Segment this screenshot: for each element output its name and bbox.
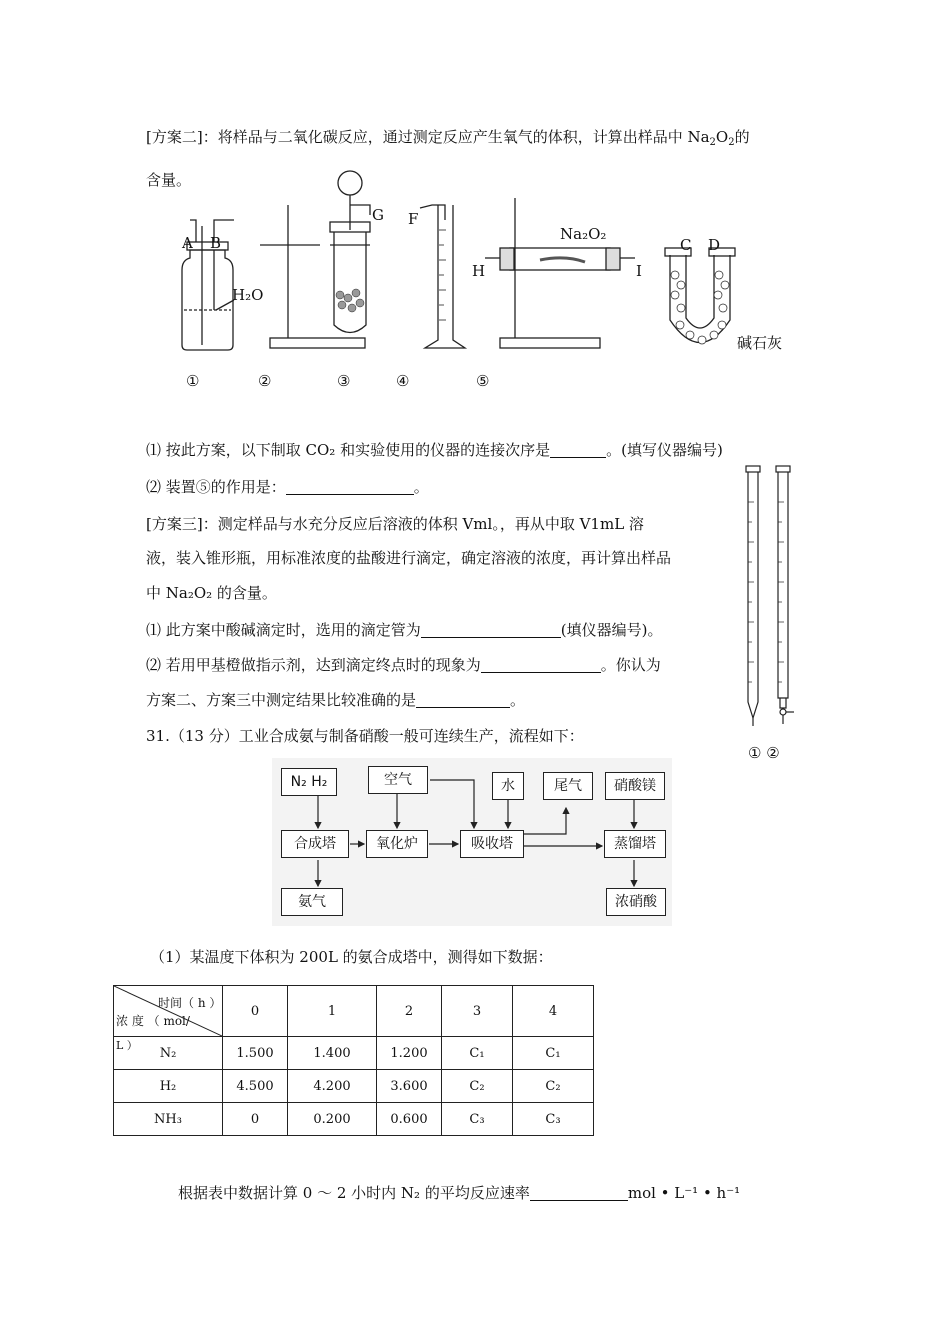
table-row (114, 1070, 594, 1103)
table-cell: C₂ (513, 1070, 594, 1103)
table-cell: 4.200 (288, 1070, 377, 1103)
flow-mg-nitrate: 硝酸镁 (605, 772, 665, 800)
table-header-row (114, 986, 594, 1037)
scheme3-line3: 中 Na₂O₂ 的含量。 (146, 584, 277, 602)
final-question: 根据表中数据计算 0 ～ 2 小时内 N₂ 的平均反应速率 mol • L⁻¹ • h⁻¹ (178, 1184, 741, 1202)
scheme3-line2: 液，装入锥形瓶，用标准浓度的盐酸进行滴定，确定溶液的浓度，再计算出样品 (146, 549, 672, 567)
label-D: D (708, 236, 721, 254)
question-3: ⑴ 此方案中酸碱滴定时，选用的滴定管为 (填仪器编号)。 (146, 621, 663, 639)
flow-n2h2: N₂ H₂ (281, 768, 337, 796)
table-cell: 1.400 (288, 1037, 377, 1070)
question-31: 31.（13 分）工业合成氨与制备硝酸一般可连续生产，流程如下： (146, 727, 584, 745)
subquestion-1: （1）某温度下体积为 200L 的氨合成塔中，测得如下数据： (150, 948, 553, 966)
burette-labels: ① ② (748, 744, 780, 762)
label-lime: 碱石灰 (737, 334, 783, 352)
time-header: 2 (377, 986, 442, 1037)
apparatus-number-5: ⑤ (476, 372, 490, 390)
question-5: 方案二、方案三中测定结果比较准确的是 。 (146, 691, 526, 709)
flow-distillation-tower: 蒸馏塔 (604, 830, 666, 858)
corner-conc-label: 浓 度 （ mol/ (116, 1014, 190, 1028)
scheme2-line1: [方案二]：将样品与二氧化碳反应，通过测定反应产生氧气的体积，计算出样品中 $Na_2O_2$的 (146, 128, 750, 148)
question-2: ⑵ 装置⑤的作用是： 。 (146, 478, 429, 496)
question-4: ⑵ 若用甲基橙做指示剂，达到滴定终点时的现象为 。你认为 (146, 656, 661, 674)
time-header: 3 (442, 986, 513, 1037)
label-Na2O2: Na₂O₂ (560, 225, 607, 243)
table-cell: 4.500 (223, 1070, 288, 1103)
flow-tailgas: 尾气 (543, 772, 593, 800)
corner-l-label: L ） (116, 1039, 138, 1052)
flow-oxidation-furnace: 氧化炉 (366, 830, 428, 858)
apparatus-number-1: ① (186, 372, 200, 390)
flow-ammonia: 氨气 (281, 888, 343, 916)
row-label (114, 1037, 223, 1070)
flow-conc-nitric-acid: 浓硝酸 (606, 888, 666, 916)
flow-water: 水 (492, 772, 524, 800)
table-cell: 1.500 (223, 1037, 288, 1070)
label-B: B (210, 234, 222, 252)
time-header: 4 (513, 986, 594, 1037)
time-header: 0 (223, 986, 288, 1037)
table-cell: 0.600 (377, 1103, 442, 1136)
burettes-figure (738, 462, 808, 734)
table-row (114, 1037, 594, 1070)
apparatus-figure (170, 160, 810, 360)
table-cell: 0 (223, 1103, 288, 1136)
label-H: H (472, 262, 486, 280)
label-A: A (182, 234, 193, 252)
table-cell: C₁ (513, 1037, 594, 1070)
label-G: G (372, 206, 384, 224)
label-C: C (680, 236, 692, 254)
row-name: N₂ (159, 1045, 177, 1061)
label-F: F (408, 210, 419, 228)
flow-absorption-tower: 吸收塔 (460, 830, 524, 858)
flow-air: 空气 (368, 766, 428, 794)
table-cell: 3.600 (377, 1070, 442, 1103)
table-row (114, 1103, 594, 1136)
table-cell: 1.200 (377, 1037, 442, 1070)
apparatus-number-2: ② (258, 372, 272, 390)
table-corner-cell (114, 986, 223, 1037)
data-table (113, 985, 594, 1136)
row-label: H₂ (114, 1070, 223, 1103)
corner-time-label: 时间（ h ） (158, 996, 222, 1010)
label-H2O: H₂O (232, 286, 264, 304)
apparatus-number-4: ④ (396, 372, 410, 390)
scheme2-line2: 含量。 (146, 171, 192, 189)
table-cell: C₃ (513, 1103, 594, 1136)
question-1: ⑴ 按此方案，以下制取 CO₂ 和实验使用的仪器的连接次序是 。(填写仪器编号) (146, 441, 723, 459)
apparatus-number-3: ③ (337, 372, 351, 390)
table-cell: C₂ (442, 1070, 513, 1103)
time-header: 1 (288, 986, 377, 1037)
flow-synthesis-tower: 合成塔 (281, 830, 349, 858)
scheme3-line1: [方案三]：测定样品与水充分反应后溶液的体积 Vml。，再从中取 V1mL 溶 (146, 515, 644, 533)
table-cell: C₁ (442, 1037, 513, 1070)
table-cell: C₃ (442, 1103, 513, 1136)
row-label: NH₃ (114, 1103, 223, 1136)
label-I: I (636, 262, 642, 280)
table-cell: 0.200 (288, 1103, 377, 1136)
